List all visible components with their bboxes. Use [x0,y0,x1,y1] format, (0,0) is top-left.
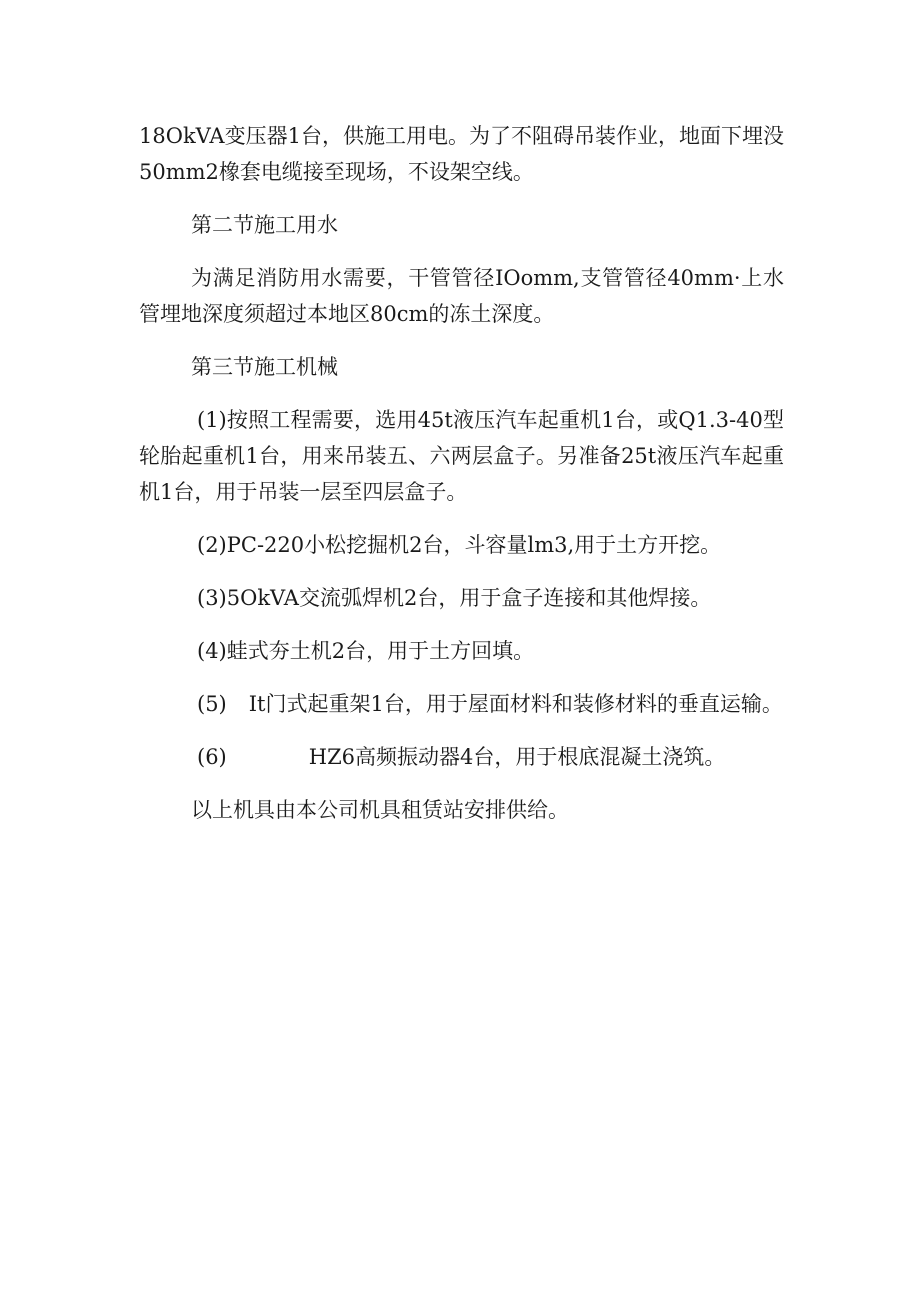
paragraph-closing: 以上机具由本公司机具租赁站安排供给。 [191,798,569,822]
list-item-text: HZ6高频振动器4台，用于根底混凝土浇筑。 [308,745,726,769]
list-item-tamper: (4)蛙式夯土机2台，用于土方回填。 [197,639,535,663]
list-item-excavator: (2)PC-220小松挖掘机2台，斗容量lm3,用于土方开挖。 [197,533,722,557]
list-item-cranes: (1)按照工程需要，选用45t液压汽车起重机1台，或Q1.3-40型轮胎起重机1台，用来吊装五、六两层盒子。另准备25t液压汽车起重机1台，用于吊装一层至四层盒子。 [139,408,784,504]
document-body [139,118,784,845]
list-item-number: (5) [197,692,227,716]
list-item-vibrator [139,739,784,775]
list-item-gantry [139,686,784,722]
list-item-text: It门式起重架1台，用于屋面材料和装修材料的垂直运输。 [248,692,783,716]
section-heading-water: 第二节施工用水 [191,213,338,237]
paragraph-power-supply: 18OkVA变压器1台，供施工用电。为了不阻碍吊装作业，地面下埋没50mm2橡套电缆接至现场，不设架空线。 [139,124,784,184]
list-item-number: (6) [197,745,227,769]
paragraph-water-supply: 为满足消防用水需要，干管管径IOomm,支管管径40mm·上水管埋地深度须超过本地区80cm的冻土深度。 [139,266,784,326]
list-item-welder: (3)5OkVA交流弧焊机2台，用于盒子连接和其他焊接。 [197,586,712,610]
section-heading-machinery: 第三节施工机械 [191,355,338,379]
